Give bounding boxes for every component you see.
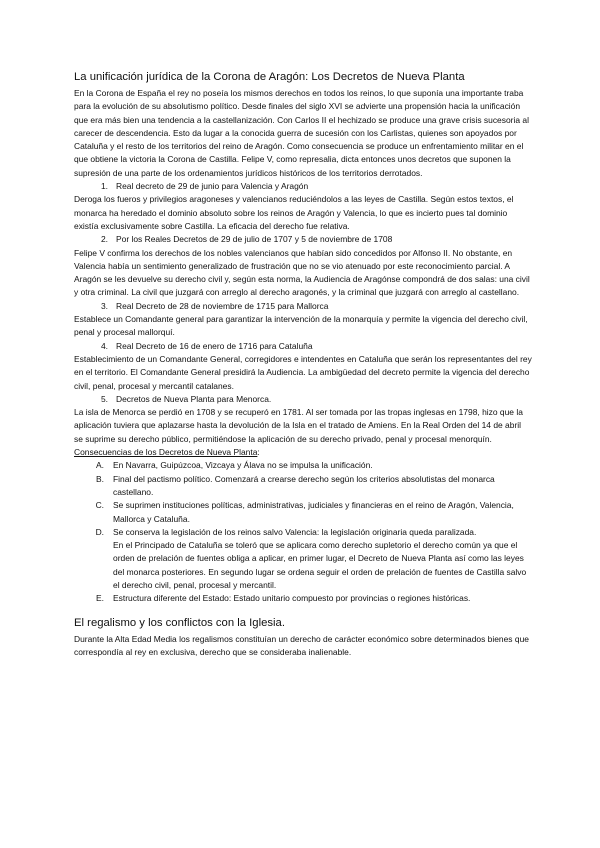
consequence-item — [84, 526, 532, 592]
list-letter: B. — [96, 473, 104, 484]
consequence-text: Estructura diferente del Estado: Estado unitario compuesto por provincias o regiones históricas. — [113, 593, 471, 604]
regalismo-paragraph: Durante la Alta Edad Media los regalismos constituían un derecho de carácter económico sobre determinados bienes que correspondía al rey en exclusiva, derecho que se consideraba inalienable. — [74, 633, 529, 657]
decree-title-item — [74, 300, 532, 313]
consequence-item — [84, 499, 532, 526]
decree-title-item — [74, 340, 532, 353]
list-number: 5. — [100, 393, 108, 404]
section-heading-nueva-planta: La unificación jurídica de la Corona de Aragón: Los Decretos de Nueva Planta — [74, 71, 465, 83]
list-number: 2. — [100, 234, 108, 245]
list-letter: E. — [96, 593, 104, 604]
consequences-colon: : — [257, 447, 260, 458]
consequence-text: Se conserva la legislación de los reinos salvo Valencia: la legislación originaria queda paralizada. — [113, 526, 477, 537]
decree-paragraph: Deroga los fueros y privilegios aragoneses y valencianos reduciéndolos a las leyes de Castilla. Según estos textos, el monarca ha heredado el dominio absoluto sobre los reinos de Aragón y Valencia, lo que es incierto pues tal dominio existía exclusivamente sobre Castilla. La eficacia del derecho fue relativa. — [74, 194, 514, 231]
consequences-heading-line — [74, 446, 532, 459]
consequence-body — [113, 459, 532, 472]
decree-title-item — [74, 393, 532, 406]
decree-title-item — [74, 180, 532, 193]
consequence-text: Se suprimen instituciones políticas, administrativas, judiciales y financieras en el reino de Aragón, Valencia, Mallorca y Cataluña. — [113, 500, 514, 524]
consequence-text: En el Principado de Cataluña se toleró que se aplicara como derecho supletorio el derecho común ya que el orden de prelación de fuentes obliga a aplicar, en primer lugar, el Decreto de Nueva Planta así como las leyes del monarca posteriores. En segundo lugar se ordena seguir el orden de prelación de fuentes de Castilla salvo el derecho civil, penal, procesal y mercantil. — [113, 540, 527, 590]
consequences-heading: Consecuencias de los Decretos de Nueva Planta — [74, 447, 258, 458]
consequence-body — [113, 499, 532, 526]
consequence-item — [84, 459, 532, 472]
decree-title: Real Decreto de 16 de enero de 1716 para Cataluña — [116, 340, 313, 351]
decree-paragraph: Establecimiento de un Comandante General, corregidores e intendentes en Cataluña que serán los representantes del rey en el territorio. El Comandante General presidirá la Audiencia. La ambigüedad del decreto permite la vigencia del derecho civil, penal, procesal y mercantil catalanes. — [74, 353, 532, 391]
decree-title-item — [74, 233, 532, 246]
decrees-list — [74, 180, 532, 446]
consequence-text: En Navarra, Guipúzcoa, Vizcaya y Álava no se impulsa la unificación. — [113, 460, 373, 471]
list-number: 3. — [100, 300, 108, 311]
decree-title: Real Decreto de 28 de noviembre de 1715 para Mallorca — [116, 300, 329, 311]
decree-paragraph: Establece un Comandante general para garantizar la intervención de la monarquía y permite la vigencia del derecho civil, penal y procesal mallorquí. — [74, 314, 528, 338]
consequence-item — [84, 473, 532, 500]
intro-paragraph: En la Corona de España el rey no poseía los mismos derechos en todos los reinos, lo que suponía una importante traba para la evolución de su absolutismo político. Desde finales del siglo XVI se advierte una propensión hacia la unificación que era más bien una tendencia a la castellanización. Con Carlos II el hechizado se produce una grave crisis sucesoria al carecer de descendencia. Esto da lugar a la conocida guerra de sucesión con los Carlistas, quienes son apoyados por Cataluña y el resto de los territorios del reino de Aragón. Como consecuencia se produce un enfrentamiento militar en el que obtiene la victoria la Corona de Castilla. Felipe V, como represalia, dicta entonces unos decretos que suponen la supresión de una parte de los ordenamientos jurídicos históricos de los territorios derrotados. — [74, 88, 529, 178]
consequence-body — [113, 473, 532, 500]
decree-title: Real decreto de 29 de junio para Valencia y Aragón — [116, 181, 309, 192]
consequences-list — [74, 459, 532, 605]
consequence-text: Final del pactismo político. Comenzará a crearse derecho según los criterios absolutistas del monarca castellano. — [113, 473, 495, 497]
list-letter: C. — [95, 500, 104, 511]
decree-title: Decretos de Nueva Planta para Menorca. — [116, 393, 272, 404]
section-heading-regalismo: El regalismo y los conflictos con la Iglesia. — [74, 616, 285, 629]
list-number: 4. — [100, 340, 108, 351]
consequence-item — [84, 592, 532, 605]
list-letter: D. — [95, 526, 104, 537]
consequence-body — [113, 526, 532, 592]
list-number: 1. — [100, 181, 108, 192]
decree-paragraph: Felipe V confirma los derechos de los nobles valencianos que habían sido concedidos por Alfonso II. No obstante, en Valencia había un sentimiento generalizado de frustración que no se vio atenuado por este reconocimiento parcial. A Aragón se les devuelve su derecho civil y, según esta norma, la Audiencia de Aragónse compondrá de dos salas: una civil y otra criminal. La civil que juzgará con arreglo al derecho aragonés, y la criminal que juzgará con arreglo al castellano. — [74, 247, 530, 298]
decree-paragraph: La isla de Menorca se perdió en 1708 y se recuperó en 1781. Al ser tomada por las tropas inglesas en 1798, hizo que la aplicación tuviera que aplazarse hasta la devolución de la Isla en el tratado de Amiens. En la Real Orden del 14 de abril se suprime su derecho público, permitiéndose la aplicación de su derecho privado, penal y procesal menorquín. — [74, 407, 523, 444]
list-letter: A. — [96, 460, 104, 471]
decree-title: Por los Reales Decretos de 29 de julio de 1707 y 5 de noviembre de 1708 — [116, 234, 393, 245]
consequence-body — [113, 592, 532, 605]
